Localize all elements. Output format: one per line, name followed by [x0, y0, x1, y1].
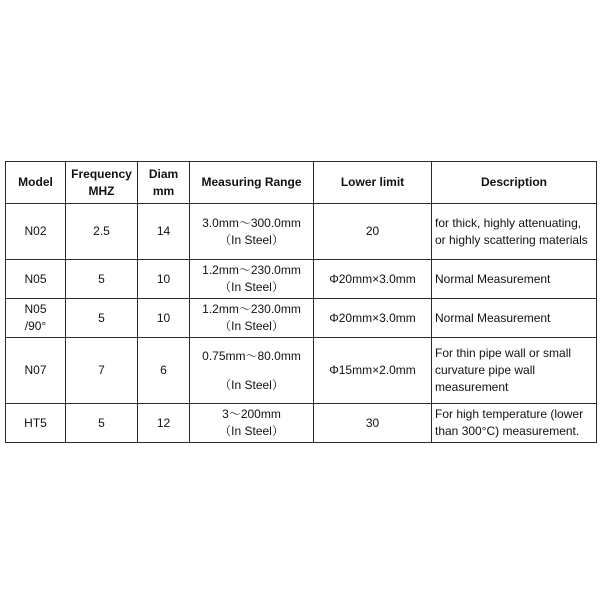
table-row [6, 404, 597, 443]
cell-lower-limit: Φ20mm×3.0mm [314, 260, 432, 299]
cell-model: N07 [6, 338, 66, 404]
header-frequency: Frequency MHZ [66, 162, 138, 204]
cell-lower-limit: 30 [314, 404, 432, 443]
cell-description: For thin pipe wall or small curvature pipe wall measurement [432, 338, 597, 404]
cell-model: N05 [6, 260, 66, 299]
table-row [6, 204, 597, 260]
cell-lower-limit: 20 [314, 204, 432, 260]
cell-frequency: 7 [66, 338, 138, 404]
cell-model: N05 /90° [6, 299, 66, 338]
cell-range: 1.2mm～230.0mm （In Steel） [190, 260, 314, 299]
cell-description: Normal Measurement [432, 299, 597, 338]
cell-description: For high temperature (lower than 300°C) measurement. [432, 404, 597, 443]
cell-diam: 10 [138, 260, 190, 299]
cell-diam: 12 [138, 404, 190, 443]
cell-frequency: 2.5 [66, 204, 138, 260]
cell-frequency: 5 [66, 404, 138, 443]
cell-description: Normal Measurement [432, 260, 597, 299]
cell-lower-limit: Φ20mm×3.0mm [314, 299, 432, 338]
table-row [6, 338, 597, 404]
cell-diam: 14 [138, 204, 190, 260]
header-diam: Diam mm [138, 162, 190, 204]
probe-spec-table [5, 161, 597, 443]
header-description: Description [432, 162, 597, 204]
table-header-row [6, 162, 597, 204]
cell-description: for thick, highly attenuating, or highly scattering materials [432, 204, 597, 260]
header-model: Model [6, 162, 66, 204]
cell-frequency: 5 [66, 299, 138, 338]
cell-lower-limit: Φ15mm×2.0mm [314, 338, 432, 404]
cell-range: 1.2mm～230.0mm （In Steel） [190, 299, 314, 338]
cell-diam: 6 [138, 338, 190, 404]
header-measuring-range: Measuring Range [190, 162, 314, 204]
header-lower-limit: Lower limit [314, 162, 432, 204]
cell-model: N02 [6, 204, 66, 260]
cell-range: 3.0mm～300.0mm （In Steel） [190, 204, 314, 260]
cell-model: HT5 [6, 404, 66, 443]
table-row [6, 299, 597, 338]
cell-frequency: 5 [66, 260, 138, 299]
table-row [6, 260, 597, 299]
cell-range: 3～200mm （In Steel） [190, 404, 314, 443]
cell-range: 0.75mm～80.0mm （In Steel） [190, 338, 314, 404]
cell-diam: 10 [138, 299, 190, 338]
